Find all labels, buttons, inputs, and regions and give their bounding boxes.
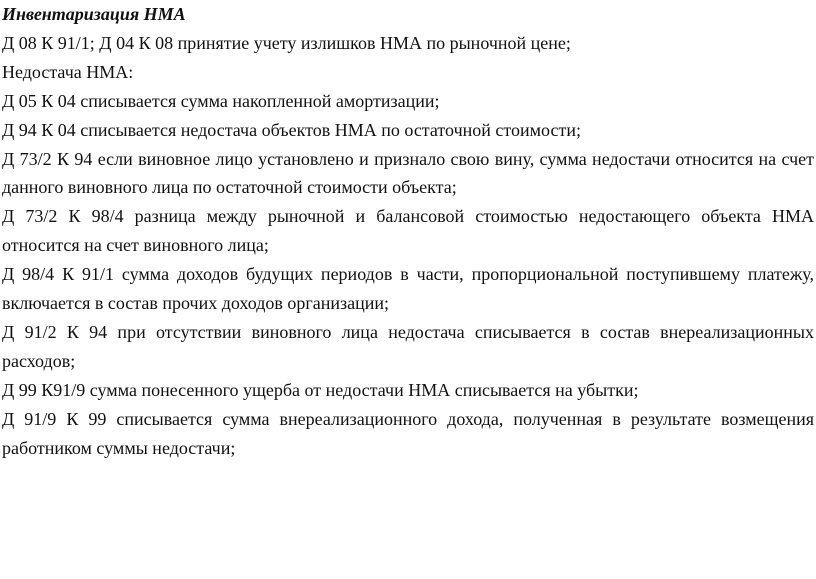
entry-reimbursement: Д 91/9 К 99 списывается сумма внереализационного дохода, полученная в результате возмещения работником суммы недостачи; <box>2 408 814 458</box>
document-title: Инвентаризация НМА <box>2 4 186 24</box>
entry-surplus: Д 08 К 91/1; Д 04 К 08 принятие учету излишков НМА по рыночной цене; <box>2 32 571 53</box>
entry-amortization: Д 05 К 04 списывается сумма накопленной амортизации; <box>2 90 440 111</box>
entry-deferred-income: Д 98/4 К 91/1 сумма доходов будущих периодов в части, пропорциональной поступившему платежу, включается в состав прочих доходов организации; <box>2 264 814 314</box>
document-body <box>2 0 814 463</box>
entry-shortage-heading: Недостача НМА: <box>2 61 134 82</box>
entry-residual-value: Д 94 К 04 списывается недостача объектов НМА по остаточной стоимости; <box>2 119 581 140</box>
entry-no-guilty-person: Д 91/2 К 94 при отсутствии виновного лица недостача списывается в состав внереализационных расходов; <box>2 321 814 371</box>
entry-market-difference: Д 73/2 К 98/4 разница между рыночной и балансовой стоимостью недостающего объекта НМА относится на счет виновного лица; <box>2 206 814 256</box>
entry-losses: Д 99 К91/9 сумма понесенного ущерба от недостачи НМА списывается на убытки; <box>2 379 639 400</box>
entry-guilty-person: Д 73/2 К 94 если виновное лицо установлено и признало свою вину, сумма недостачи относится на счет данного виновного лица по остаточной стоимости объекта; <box>2 148 814 198</box>
